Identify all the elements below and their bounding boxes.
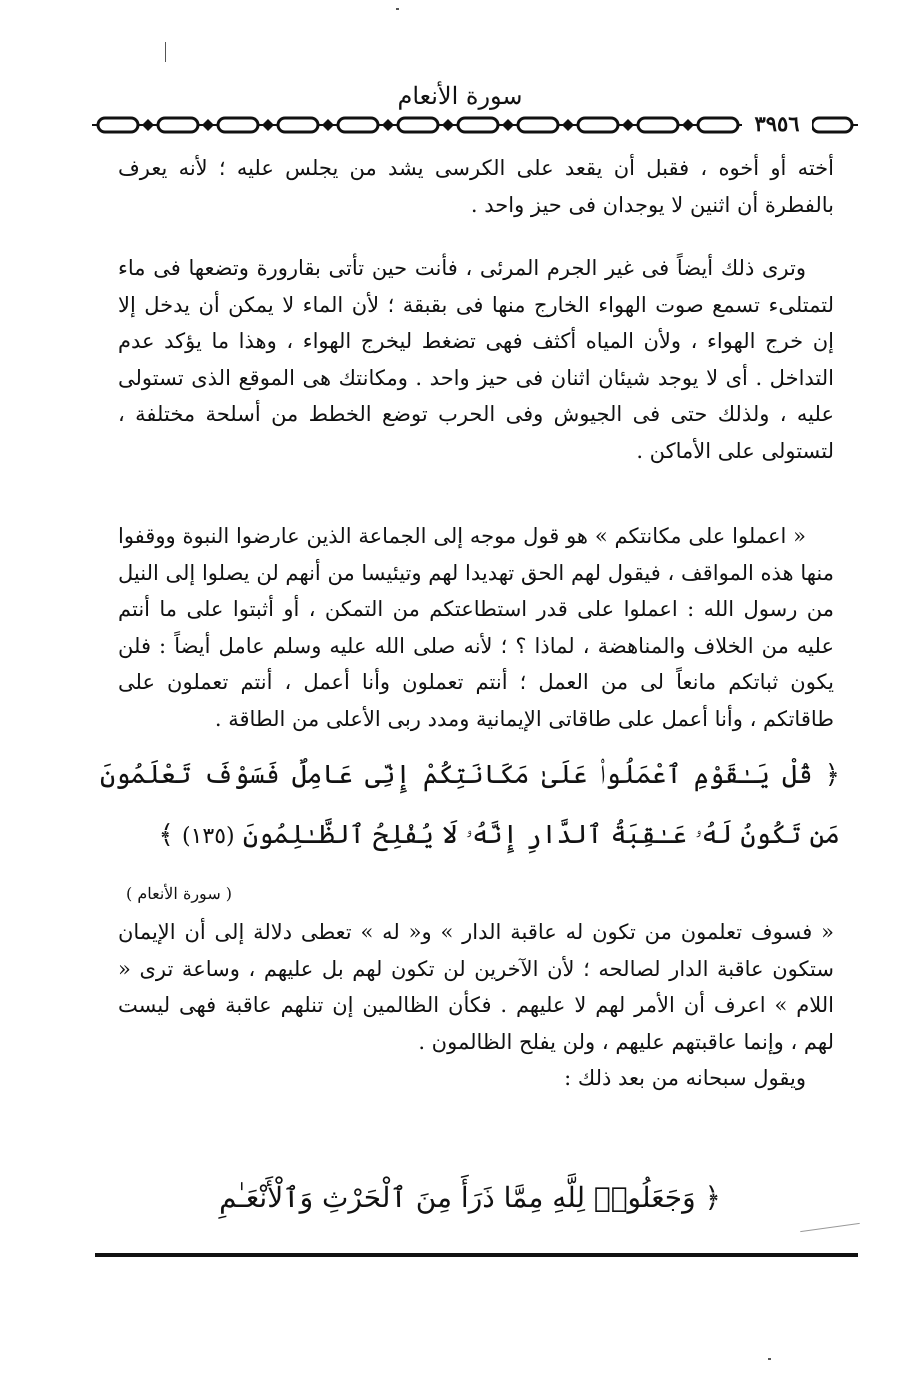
- paragraph-1: [118, 150, 834, 223]
- paragraph-2: [118, 250, 834, 469]
- scan-mark: [165, 42, 166, 62]
- paragraph-4: [118, 914, 834, 1097]
- verse-number-marker: (١٣٥): [182, 824, 235, 849]
- page-number: ٣٩٥٦: [742, 112, 812, 136]
- quran-verse-135: [100, 745, 840, 875]
- verse-open-ornament: ﴿: [695, 1181, 721, 1214]
- verse-open-ornament: ﴿: [812, 760, 841, 790]
- verse-text: وَجَعَلُوا۟ لِلَّهِ مِمَّا ذَرَأَ مِنَ ٱلْحَرْثِ وَٱلْأَنْعَـٰمِ: [219, 1181, 696, 1214]
- scan-mark: [396, 8, 399, 10]
- scan-mark: [768, 1358, 771, 1360]
- bottom-rule: [95, 1253, 858, 1257]
- surah-reference: ( سورة الأنعام ): [126, 884, 233, 903]
- scan-mark: [800, 1223, 860, 1232]
- paragraph-text: أخته أو أخوه ، فقبل أن يقعد على الكرسى يشد من يجلس عليه ؛ لأنه يعرف بالفطرة أن اثنين لا يوجدان فى حيز واحد .: [118, 156, 834, 217]
- paragraph-3: [118, 518, 834, 737]
- surah-title: سورة الأنعام: [397, 82, 523, 110]
- quran-verse-136: [190, 1168, 750, 1228]
- paragraph-text: وترى ذلك أيضاً فى غير الجرم المرئى ، فأنت حين تأتى بقارورة وتضعها فى ماء لتمتلىء تسمع صوت الهواء الخارج منها فى بقبقة ؛ لأن الماء لا يمكن أن يدخل إلا إن خرج الهواء ، ولأن المياه أكثف فهى تضغط ليخرج الهواء ، وهذا ما يؤكد عدم التداخل . أى لا يوجد شيئان اثنان فى حيز واحد . ومكانتك هى الموقع الذى تستولى عليه ، ولذلك حتى فى الجيوش وفى الحرب توضع الخطط من أسلحة مختلفة ، لتستولى على الأماكن .: [118, 256, 834, 463]
- paragraph-text: « اعملوا على مكانتكم » هو قول موجه إلى الجماعة الذين عارضوا النبوة ووقفوا منها هذه المواقف ، فيقول لهم الحق تهديدا لهم وتيئيسا من أنهم لن يصلوا إلى النيل من رسول الله : اعملوا على قدر استطاعتكم من التمكن ، أو أثبتوا على ما أنتم عليه من الخلاف والمناهضة ، لماذا ؟ ؛ لأنه صلى الله عليه وسلم عامل أيضاً : فلن يكون ثباتكم مانعاً لى من العمل ؛ أنتم تعملون وأنا أعمل ، أنتم تعملون على طاقاتكم ، وأنا أعمل على طاقاتى الإيمانية ومدد ربى الأعلى من الطاقة .: [118, 524, 834, 731]
- paragraph-text: ويقول سبحانه من بعد ذلك :: [564, 1066, 806, 1090]
- verse-number: ١٣٥: [190, 824, 227, 849]
- paragraph-text: « فسوف تعلمون من تكون له عاقبة الدار » و« له » تعطى دلالة إلى أن الإيمان ستكون عاقبة الدار لصالحه ؛ لأن الآخرين لن تكون لهم بل عليهم ، وساعة ترى « اللام » اعرف أن الأمر لهم لا عليهم . فكأن الظالمين إن تنلهم عاقبة فهى ليست لهم ، وإنما عاقبتهم عليهم ، ولن يفلح الظالمون .: [118, 920, 834, 1054]
- verse-close-ornament: ﴾: [158, 820, 182, 850]
- verse-text: قُلْ يَـٰقَوْمِ ٱعْمَلُوا۟ عَلَىٰ مَكَانَتِكُمْ إِنِّى عَامِلٌ فَسَوْفَ تَعْلَمُونَ مَن تَكُونُ لَهُۥ عَـٰقِبَةُ ٱلدَّارِ إِنَّهُۥ لَا يُفْلِحُ ٱلظَّـٰلِمُونَ: [100, 760, 840, 850]
